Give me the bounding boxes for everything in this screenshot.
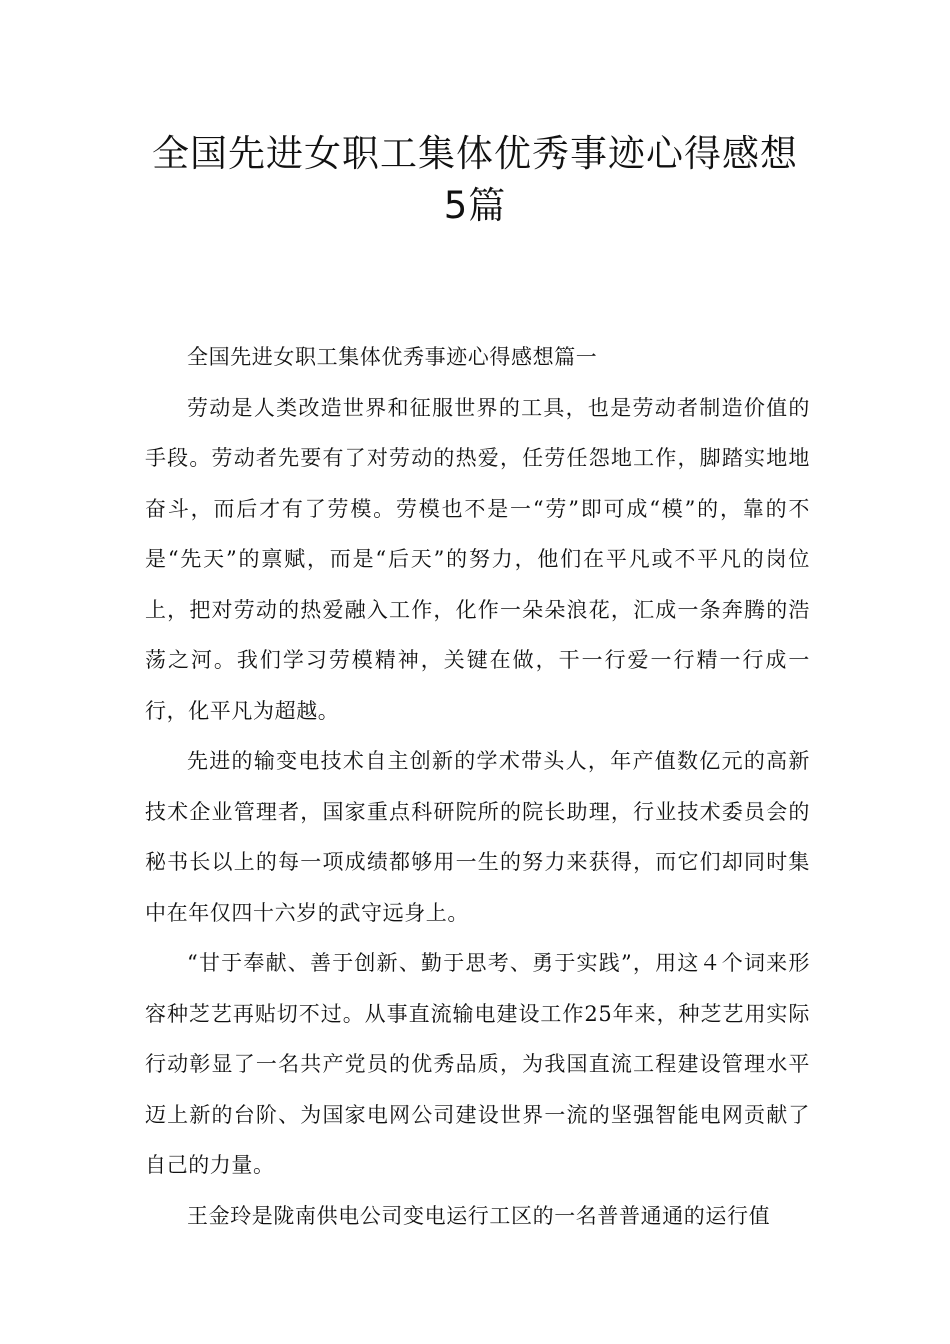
document-body [145, 332, 810, 1241]
paragraph: 先进的输变电技术自主创新的学术带头人，年产值数亿元的高新技术企业管理者，国家重点科研院所的院长助理，行业技术委员会的秘书长以上的每一项成绩都够用一生的努力来获得，而它们却同时集中在年仅四十六岁的武守远身上。 [145, 749, 810, 925]
title-line-2: 5篇 [443, 184, 507, 227]
paragraph: 劳动是人类改造世界和征服世界的工具，也是劳动者制造价值的手段。劳动者先要有了对劳动的热爱，任劳任怨地工作，脚踏实地地奋斗，而后才有了劳模。劳模也不是一“劳”即可成“模”的，靠的不是“先天”的禀赋，而是“后天”的努力，他们在平凡或不平凡的岗位上，把对劳动的热爱融入工作，化作一朵朵浪花，汇成一条奔腾的浩荡之河。我们学习劳模精神，关键在做，干一行爱一行精一行成一行，化平凡为超越。 [145, 395, 810, 723]
document-title [80, 128, 870, 232]
paragraph: 王金玲是陇南供电公司变电运行工区的一名普普通通的运行值 [187, 1203, 771, 1228]
paragraph: “甘于奉献、善于创新、勤于思考、勇于实践”，用这４个词来形容种芝艺再贴切不过。从事直流输电建设工作25年来，种芝艺用实际行动彰显了一名共产党员的优秀品质，为我国直流工程建设管理水平迈上新的台阶、为国家电网公司建设世界一流的坚强智能电网贡献了自己的力量。 [145, 951, 810, 1177]
section-heading: 全国先进女职工集体优秀事迹心得感想篇一 [187, 345, 598, 369]
title-line-1: 全国先进女职工集体优秀事迹心得感想 [152, 132, 798, 175]
